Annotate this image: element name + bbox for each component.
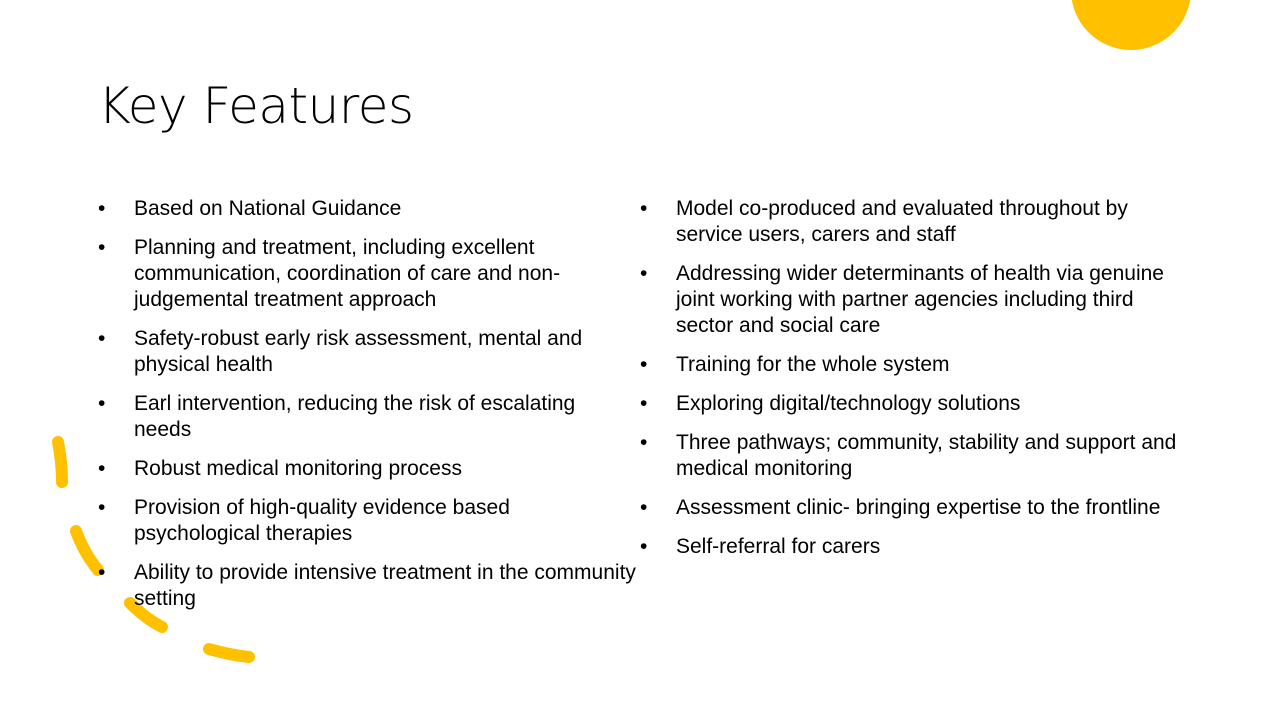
bullet-icon: • (98, 457, 106, 480)
list-item (98, 235, 638, 313)
bullet-icon: • (640, 353, 648, 376)
bullet-icon: • (98, 496, 106, 519)
list-item-text: Robust medical monitoring process (134, 457, 462, 480)
bullet-icon: • (98, 327, 106, 350)
list-item (640, 196, 1180, 248)
list-item-text: Safety-robust early risk assessment, mental and physical health (134, 327, 583, 376)
list-item-text: Ability to provide intensive treatment in the community setting (134, 561, 636, 610)
list-item (640, 430, 1180, 482)
bullet-icon: • (98, 392, 106, 415)
dash-segment (76, 531, 98, 570)
bullet-icon: • (640, 535, 648, 558)
list-item (640, 391, 1180, 417)
bullet-icon: • (98, 561, 106, 584)
bullet-icon: • (640, 392, 648, 415)
list-item (640, 534, 1180, 560)
list-item (98, 326, 638, 378)
list-item-text: Training for the whole system (676, 353, 950, 376)
dash-segment (58, 442, 62, 482)
list-item-text: Earl intervention, reducing the risk of escalating needs (134, 392, 576, 441)
list-item (98, 560, 638, 612)
list-item (640, 261, 1180, 339)
list-item (98, 391, 638, 443)
list-item (640, 495, 1180, 521)
left-bullet-list (98, 196, 638, 625)
list-item-text: Addressing wider determinants of health via genuine joint working with partner agencies including third sector and social care (676, 262, 1164, 337)
bullet-icon: • (640, 431, 648, 454)
bullet-icon: • (98, 236, 106, 259)
list-item-text: Based on National Guidance (134, 197, 402, 220)
list-item-text: Model co-produced and evaluated throughout by service users, carers and staff (676, 197, 1128, 246)
list-item-text: Planning and treatment, including excellent communication, coordination of care and non-judgemental treatment approach (134, 236, 561, 311)
list-item (640, 352, 1180, 378)
bullet-icon: • (640, 496, 648, 519)
list-item-text: Self-referral for carers (676, 535, 881, 558)
bullet-icon: • (640, 262, 648, 285)
list-item-text: Provision of high-quality evidence based psychological therapies (134, 496, 510, 545)
slide-title: Key Features (98, 77, 414, 135)
right-bullet-list (640, 196, 1180, 573)
list-item (98, 495, 638, 547)
dash-segment (209, 649, 249, 657)
list-item (98, 456, 638, 482)
list-item-text: Exploring digital/technology solutions (676, 392, 1021, 415)
list-item-text: Three pathways; community, stability and support and medical monitoring (676, 431, 1177, 480)
list-item-text: Assessment clinic- bringing expertise to the frontline (676, 496, 1161, 519)
list-item (98, 196, 638, 222)
bullet-icon: • (640, 197, 648, 220)
bullet-icon: • (98, 197, 106, 220)
